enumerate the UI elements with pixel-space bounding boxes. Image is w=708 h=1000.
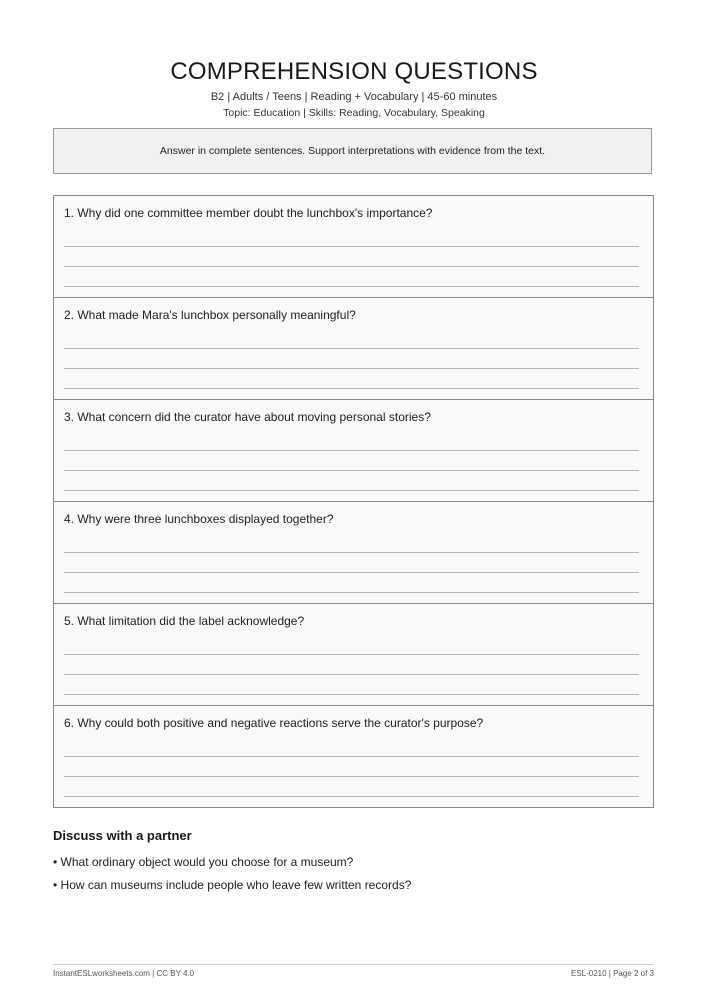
answer-line[interactable] bbox=[64, 368, 639, 369]
answer-line[interactable] bbox=[64, 572, 639, 573]
questions-table bbox=[53, 195, 654, 808]
instructions-text: Answer in complete sentences. Support interpretations with evidence from the text. bbox=[159, 145, 546, 157]
instructions-box bbox=[53, 128, 652, 174]
question-block bbox=[54, 604, 653, 706]
answer-line[interactable] bbox=[64, 674, 639, 675]
question-text: 1. Why did one committee member doubt the lunchbox's importance? bbox=[64, 206, 433, 220]
question-text: 4. Why were three lunchboxes displayed together? bbox=[64, 512, 334, 526]
question-block bbox=[54, 298, 653, 400]
question-block bbox=[54, 502, 653, 604]
answer-line[interactable] bbox=[64, 756, 639, 757]
answer-line[interactable] bbox=[64, 388, 639, 389]
discussion-item: • What ordinary object would you choose for a museum? bbox=[53, 855, 354, 869]
question-block bbox=[54, 706, 653, 807]
footer-source: InstantESLworksheets.com | CC BY 4.0 bbox=[53, 969, 195, 978]
question-text: 6. Why could both positive and negative reactions serve the curator's purpose? bbox=[64, 716, 484, 730]
answer-line[interactable] bbox=[64, 450, 639, 451]
answer-line[interactable] bbox=[64, 470, 639, 471]
answer-line[interactable] bbox=[64, 246, 639, 247]
answer-line[interactable] bbox=[64, 286, 639, 287]
question-text: 2. What made Mara's lunchbox personally meaningful? bbox=[64, 308, 356, 322]
answer-line[interactable] bbox=[64, 694, 639, 695]
footer-divider bbox=[53, 964, 654, 965]
discussion-heading: Discuss with a partner bbox=[53, 828, 192, 843]
answer-line[interactable] bbox=[64, 552, 639, 553]
discussion-item: • How can museums include people who leave few written records? bbox=[53, 878, 412, 892]
answer-line[interactable] bbox=[64, 348, 639, 349]
answer-line[interactable] bbox=[64, 776, 639, 777]
question-block bbox=[54, 196, 653, 298]
answer-line[interactable] bbox=[64, 654, 639, 655]
question-block bbox=[54, 400, 653, 502]
answer-line[interactable] bbox=[64, 592, 639, 593]
question-text: 5. What limitation did the label acknowledge? bbox=[64, 614, 305, 628]
answer-line[interactable] bbox=[64, 266, 639, 267]
level-audience-info: B2 | Adults / Teens | Reading + Vocabulary | 45-60 minutes bbox=[210, 91, 498, 103]
answer-line[interactable] bbox=[64, 796, 639, 797]
question-text: 3. What concern did the curator have about moving personal stories? bbox=[64, 410, 431, 424]
topic-skills-info: Topic: Education | Skills: Reading, Vocabulary, Speaking bbox=[223, 107, 485, 119]
page-title: COMPREHENSION QUESTIONS bbox=[170, 58, 538, 85]
answer-line[interactable] bbox=[64, 490, 639, 491]
footer-page-info: ESL-0210 | Page 2 of 3 bbox=[570, 969, 654, 978]
